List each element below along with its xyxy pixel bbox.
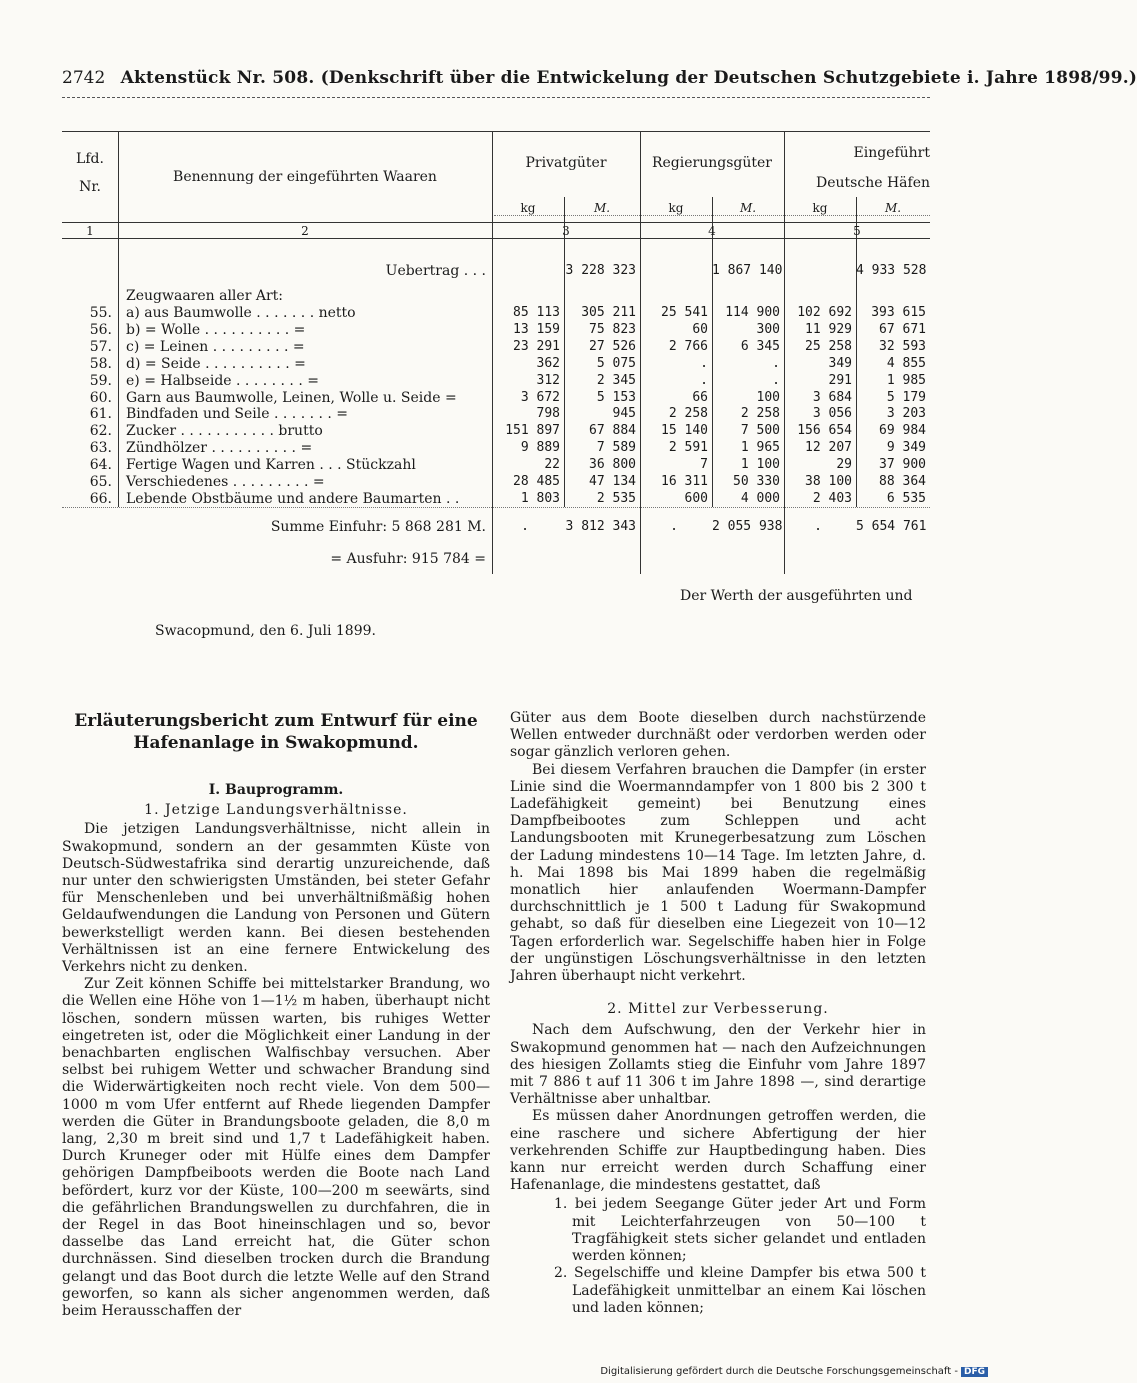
table-number-rule [62,238,930,239]
table-cell-pm: 5 075 [596,355,636,371]
paragraph: Güter aus dem Boote dieselben durch nachstürzende Wellen entweder durchnäßt oder verdorben werden oder sogar gänzlich verloren gehen. [510,710,926,761]
table-cell-rk: 600 [684,490,708,506]
right-column [510,710,926,1317]
table-header-rule [62,222,930,223]
summe-label: Summe Einfuhr: 5 868 281 M. [270,519,486,535]
table-cell-pm: 47 134 [589,474,636,489]
table-cell-pm: 75 823 [589,321,636,337]
header-lfd: Lfd. [76,151,104,167]
footer [600,1366,988,1377]
table-cell-pm: 945 [612,406,636,422]
dfg-logo: DFG [961,1367,988,1377]
summe-privat-mark: 3 812 343 [565,519,636,534]
section-heading: I. Bauprogramm. [208,782,344,798]
table-cell-pk: 1 803 [520,490,560,506]
table-cell-rk: 2 766 [668,338,708,354]
table-cell-pk: 798 [536,406,560,422]
report-title: Erläuterungsbericht zum Entwurf für eine [74,711,478,731]
table-cell-rm: 4 000 [740,490,780,506]
header-deutsche: Deutsche Häfen [816,175,930,191]
table-cell-dk: 291 [828,372,852,388]
subsection-heading: 1. Jetzige Landungsverhältnisse. [144,802,408,819]
table-cell-rk: 15 140 [661,423,708,439]
table-top-rule [62,131,930,132]
summe-deutsche-mark: 5 654 761 [856,519,927,534]
table-cell-name: Lebende Obstbäume und andere Baumarten . . [126,490,460,507]
table-cell-pk: 13 159 [513,321,560,337]
table-cell-rk: . [700,372,708,388]
header-regierung: Regierungsgüter [651,155,772,171]
table-cell-rk: . [700,355,708,371]
header-nr: Nr. [79,179,101,195]
table-cell-rm: 114 900 [725,305,780,320]
uebertrag-deutsche-mark: 4 933 528 [856,263,927,278]
table-cell-pk: 85 113 [513,305,560,320]
table-cell-rm: . [772,372,780,388]
table-cell-dk: 102 692 [797,305,852,320]
table-cell-dm: 32 593 [879,338,926,354]
list-item: 1. bei jedem Seegange Güter jeder Art und Form mit Leichterfahrzeugen von 50—100 t Tragfähigkeit stets sicher gelandet und entladen werden können; [554,1196,926,1265]
table-cell-nr: 56. [89,321,112,338]
col-divider [118,131,119,507]
table-cell-rk: 16 311 [661,474,708,489]
unit-kg: kg [812,201,828,215]
header-benennung: Benennung der eingeführten Waaren [173,169,437,185]
table-cell-dm: 67 671 [879,321,926,337]
summe-regierung-mark: 2 055 938 [712,519,783,534]
ausfuhr-label: = Ausfuhr: 915 784 = [330,551,486,567]
unit-kg: kg [520,201,536,215]
table-cell-pk: 3 672 [520,389,560,405]
header-rule [62,97,930,98]
group-label: Zeugwaaren aller Art: [126,288,283,304]
table-cell-dm: 37 900 [879,457,926,473]
col-number: 3 [562,224,570,238]
table-cell-dk: 38 100 [805,474,852,489]
table-cell-pk: 22 [544,457,560,473]
table-cell-rm: 1 965 [740,440,780,456]
table-cell-dk: 2 403 [812,490,852,506]
page-number: 2742 [62,68,106,88]
table-cell-rk: 2 591 [668,440,708,456]
table-cell-rm: 6 345 [740,338,780,354]
table-cell-nr: 55. [89,305,112,321]
table-cell-dk: 11 929 [805,321,852,337]
table-cell-name: d) = Seide . . . . . . . . . . = [126,355,306,372]
table-cell-dm: 69 984 [879,423,926,439]
paragraph: Es müssen daher Anordnungen getroffen werden, die eine raschere und sichere Abfertigung der hier verkehrenden Schiffe zur Hauptbedingung haben. Dies kann nur erreicht werden durch Schaffung einer Hafenanlage, die mindestens gestattet, daß [510,1108,926,1194]
header-eingefuehrt: Eingeführt [853,145,930,161]
page-header [62,68,1137,88]
table-cell-rk: 60 [692,321,708,337]
table-cell-rm: . [772,355,780,371]
table-cell-name: e) = Halbseide . . . . . . . . = [126,372,319,389]
table-cell-nr: 57. [89,338,112,355]
summe-privat-kg: . [521,519,529,534]
table-cell-rk: 25 541 [661,305,708,320]
werth-text: Der Werth der ausgeführten und [680,588,913,604]
table-cell-rk: 66 [692,389,708,405]
table-cell-rm: 300 [756,321,780,337]
paragraph: Zur Zeit können Schiffe bei mittelstarker Brandung, wo die Wellen eine Höhe von 1—1½ m haben, überhaupt nicht löschen, sondern müssen warten, bis ruhiges Wetter eingetreten ist, oder die Möglichkeit einer Landung in der benachbarten englischen Walfischbay versuchen. Aber selbst bei ruhigem Wetter und schwacher Brandung sind die Widerwärtigkeiten noch recht viele. Von dem 500—1000 m vom Ufer entfernt auf Rhede liegenden Dampfer werden die Güter in Brandungsboote geladen, die 8,0 m lang, 2,30 m breit sind und 1,7 t Ladefähigkeit haben. Durch Kruneger oder mit Hülfe eines dem Dampfer gehörigen Dampfbeiboots werden die Boote nach Land befördert, kurz vor der Küste, 100—200 m seewärts, sind die gefährlichen Brandungswellen zu durchfahren, die in der Regel in das Boot hineinschlagen und so, bevor dasselbe das Land erreicht hat, die Güter schon durchnässen. Sind dieselben trocken durch die Brandung gelangt und das Boot durch die letzte Welle auf den Strand geworfen, so kann als sicher angenommen werden, daß beim Herausschaffen der [62,976,490,1320]
unit-mark: M. [739,201,757,215]
table-cell-dk: 349 [828,355,852,371]
header-privat: Privatgüter [525,155,607,171]
table-cell-name: Bindfaden und Seile . . . . . . . = [126,406,349,423]
col-number: 1 [86,224,94,238]
table-cell-pm: 2 345 [596,372,636,388]
table-cell-name: Fertige Wagen und Karren . . . Stückzahl [126,457,416,474]
table-cell-rm: 1 100 [740,457,780,473]
table-cell-pm: 67 884 [589,423,636,439]
report-title-line2: Hafenanlage in Swakopmund. [133,733,419,753]
col-number: 4 [708,224,716,238]
unit-mark: M. [593,201,611,215]
import-table [62,131,930,591]
table-cell-pk: 28 485 [513,474,560,489]
summe-deutsche-kg: . [814,519,822,534]
table-cell-nr: 59. [89,372,112,389]
subsection-heading: 2. Mittel zur Verbesserung. [607,1001,829,1018]
page-title: Aktenstück Nr. 508. (Denkschrift über die Entwickelung der Deutschen Schutzgebiete i. Jahre 1898/99.) [120,68,1137,88]
table-cell-nr: 63. [89,440,112,457]
col-number: 5 [853,224,861,238]
sum-rule [62,507,930,508]
table-cell-dk: 12 207 [805,440,852,456]
footer-text: Digitalisierung gefördert durch die Deutsche Forschungsgemeinschaft - [600,1366,958,1377]
table-cell-name: Zündhölzer . . . . . . . . . . = [126,440,313,457]
table-cell-pm: 7 589 [596,440,636,456]
table-cell-name: Garn aus Baumwolle, Leinen, Wolle u. Seide = [126,389,457,406]
table-cell-name: c) = Leinen . . . . . . . . . = [126,338,305,355]
uebertrag-privat-mark: 3 228 323 [565,263,636,278]
paragraph: Nach dem Aufschwung, den der Verkehr hier in Swakopmund genommen hat — nach den Aufzeichnungen des hiesigen Zollamts stieg die Einfuhr vom Jahre 1897 mit 7 886 t auf 11 306 t im Jahre 1898 —, sind derartige Verhältnisse aber unhaltbar. [510,1022,926,1108]
table-cell-dk: 25 258 [805,338,852,354]
table-cell-nr: 62. [89,423,112,440]
uebertrag-regierung-mark: 1 867 140 [712,263,783,278]
table-cell-name: Verschiedenes . . . . . . . . . = [126,474,325,490]
table-cell-dm: 6 535 [886,490,926,506]
table-cell-nr: 58. [89,355,112,372]
table-cell-dm: 393 615 [871,305,926,320]
table-cell-pm: 5 153 [596,389,636,405]
unit-kg: kg [668,201,684,215]
table-cell-pm: 2 535 [596,490,636,506]
table-cell-nr: 61. [89,406,112,423]
table-cell-nr: 64. [89,457,112,474]
table-cell-pm: 36 800 [589,457,636,473]
table-cell-dm: 9 349 [886,440,926,456]
table-cell-rm: 50 330 [733,474,780,489]
table-cell-name: a) aus Baumwolle . . . . . . . netto [126,305,356,321]
table-cell-name: Zucker . . . . . . . . . . . brutto [126,423,323,440]
col-number: 2 [301,224,309,238]
table-cell-dm: 3 203 [886,406,926,422]
table-cell-rk: 2 258 [668,406,708,422]
table-cell-name: b) = Wolle . . . . . . . . . . = [126,321,306,338]
table-cell-pm: 305 211 [581,305,636,320]
uebertrag-label: Uebertrag . . . [385,263,486,279]
paragraph: Bei diesem Verfahren brauchen die Dampfer (in erster Linie sind die Woermanndampfer von 1 800 bis 2 300 t Ladefähigkeit gemeint) bei Benutzung eines Dampfbeibootes zum Schleppen und acht Landungsbooten mit Krunegerbesatzung zum Löschen der Ladung mindestens 10—14 Tage. Im letzten Jahre, d. h. Mai 1898 bis Mai 1899 haben die regelmäßig monatlich hier anlaufenden Woermann-Dampfer durchschnittlich je 1 500 t Ladung für Swakopmund gehabt, so daß für dieselben eine Liegezeit von 10—12 Tagen erforderlich war. Segelschiffe haben hier in Folge der ungünstigen Löschungsverhältnisse in den letzten Jahren überhaupt nicht verkehrt. [510,761,926,985]
table-cell-dk: 156 654 [797,423,852,439]
table-cell-dk: 3 684 [812,389,852,405]
table-cell-dm: 5 179 [886,389,926,405]
table-cell-dm: 88 364 [879,474,926,489]
table-cell-dk: 29 [836,457,852,473]
table-cell-dm: 1 985 [886,372,926,388]
table-cell-nr: 66. [89,490,112,507]
table-cell-rm: 2 258 [740,406,780,422]
table-cell-rk: 7 [700,457,708,473]
unit-mark: M. [884,201,902,215]
spacer [62,754,490,776]
table-cell-pm: 27 526 [589,338,636,354]
summe-regierung-kg: . [670,519,678,534]
paragraph: Die jetzigen Landungsverhältnisse, nicht allein in Swakopmund, sondern an der gesammten Küste von Deutsch-Südwestafrika sind derartig unzureichende, daß nur unter den schwierigsten Umständen, bei steter Gefahr für Menschenleben und bei unverhältnißmäßig hohen Geldaufwendungen die Landung von Personen und Gütern bewerkstelligt werden kann. Bei diesen bestehenden Verhältnissen ist an eine fernere Entwickelung des Verkehrs nicht zu denken. [62,821,490,976]
table-cell-pk: 9 889 [520,440,560,456]
table-cell-dm: 4 855 [886,355,926,371]
left-column [62,710,490,1320]
place-date: Swacopmund, den 6. Juli 1899. [155,623,376,639]
table-cell-pk: 312 [536,372,560,388]
table-cell-nr: 65. [89,474,112,490]
table-cell-nr: 60. [89,389,112,406]
table-cell-pk: 23 291 [513,338,560,354]
table-cell-pk: 362 [536,355,560,371]
table-cell-dk: 3 056 [812,406,852,422]
list-item: 2. Segelschiffe und kleine Dampfer bis etwa 500 t Ladefähigkeit unmittelbar an einem Kai löschen und laden können; [554,1265,926,1316]
table-cell-pk: 151 897 [505,423,560,439]
table-cell-rm: 100 [756,389,780,405]
table-cell-rm: 7 500 [740,423,780,439]
